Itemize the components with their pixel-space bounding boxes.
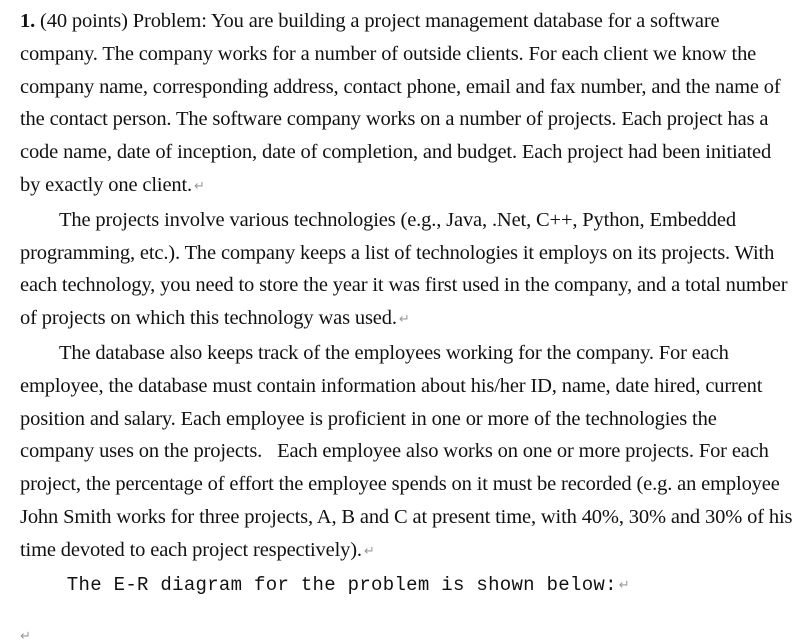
problem-paragraph-2: [20, 204, 795, 337]
paragraph-mark-icon: ↵: [20, 629, 31, 644]
problem-paragraph-3: [20, 337, 795, 569]
paragraph-mark-icon: ↵: [398, 312, 410, 328]
document-body: [20, 5, 795, 602]
er-diagram-text: The E-R diagram for the problem is shown below:: [20, 573, 617, 596]
problem-number: 1.: [20, 10, 36, 32]
problem-paragraph-1: [20, 5, 795, 204]
technologies-text: The projects involve various technologies (e.g., Java, .Net, C++, Python, Embedded programming, etc.). The company keeps a list of technologies it employs on its projects. With each technology, you need to store the year it was first used in the company, and a total number of projects on which this technology was used.: [20, 208, 788, 330]
problem-intro-text: (40 points) Problem: You are building a project management database for a software company. The company works for a number of outside clients. For each client we know the company name, corresponding address, contact phone, email and fax number, and the name of the contact person. The software company works on a number of projects. Each project has a code name, date of inception, date of completion, and budget. Each project had been initiated by exactly one client.: [20, 10, 781, 196]
paragraph-mark-icon: ↵: [363, 543, 375, 559]
employees-text: The database also keeps track of the employees working for the company. For each employee, the database must contain information about his/her ID, name, date hired, current position and salary. Each employee is proficient in one or more of the technologies the company uses on the projects. Each employee also works on one or more projects. For each project, the percentage of effort the employee spends on it must be recorded (e.g. an employee John Smith works for three projects, A, B and C at present time, with 40%, 30% and 30% of his time devoted to each project respectively).: [20, 341, 793, 561]
paragraph-mark-icon: ↵: [618, 577, 630, 593]
paragraph-mark-icon: ↵: [194, 178, 205, 194]
er-diagram-line: [20, 569, 795, 603]
